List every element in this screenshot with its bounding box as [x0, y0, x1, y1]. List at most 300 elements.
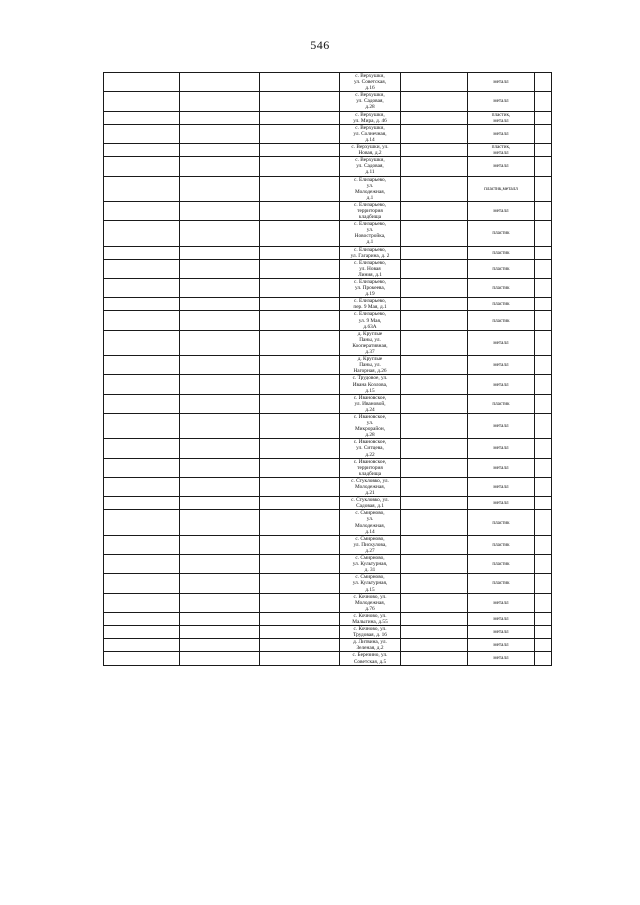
empty-cell — [535, 330, 552, 355]
empty-cell — [180, 439, 260, 458]
empty-cell — [401, 298, 468, 311]
material-line: металл — [493, 117, 509, 124]
table-row — [104, 555, 552, 574]
material-line: металл — [493, 423, 509, 430]
empty-cell — [104, 298, 180, 311]
address-cell — [340, 626, 401, 639]
empty-cell — [260, 124, 340, 143]
material-line: металл — [493, 655, 509, 662]
empty-cell — [401, 124, 468, 143]
table-row — [104, 626, 552, 639]
address-line: с. Смирново, — [355, 555, 385, 562]
address-line: д.14 — [365, 528, 375, 535]
empty-cell — [260, 626, 340, 639]
address-line: с. Трудовое, ул. — [352, 375, 388, 382]
address-cell — [340, 639, 401, 652]
empty-cell — [260, 593, 340, 612]
empty-cell — [401, 413, 468, 438]
table-row — [104, 535, 552, 554]
address-line: д.19 — [365, 291, 375, 298]
table-row — [104, 510, 552, 535]
empty-cell — [104, 535, 180, 554]
material-cell — [468, 330, 535, 355]
address-line: с. Елизарьево, — [353, 176, 386, 183]
empty-cell — [180, 413, 260, 438]
table-row — [104, 593, 552, 612]
empty-cell — [401, 477, 468, 496]
empty-cell — [535, 510, 552, 535]
empty-cell — [180, 246, 260, 259]
address-line: ул. — [366, 182, 374, 189]
table-row — [104, 144, 552, 157]
table-row — [104, 221, 552, 246]
empty-cell — [180, 330, 260, 355]
material-cell — [468, 92, 535, 111]
address-cell — [340, 413, 401, 438]
empty-cell — [535, 157, 552, 176]
material-line: металл — [493, 484, 509, 490]
address-line: Ивана Козлова, — [352, 381, 388, 388]
address-line: д.22 — [365, 451, 375, 458]
empty-cell — [535, 246, 552, 259]
address-line: ул. Культурная, — [352, 561, 388, 568]
empty-cell — [401, 246, 468, 259]
empty-cell — [104, 144, 180, 157]
empty-cell — [180, 124, 260, 143]
empty-cell — [104, 92, 180, 111]
table-row — [104, 477, 552, 496]
material-line: пластик — [492, 541, 510, 548]
empty-cell — [401, 259, 468, 278]
address-cell — [340, 246, 401, 259]
empty-cell — [180, 259, 260, 278]
empty-cell — [401, 111, 468, 124]
address-line: с. Елизарьево, — [353, 246, 386, 253]
address-line: с. Ивановское, — [353, 458, 387, 465]
empty-cell — [260, 73, 340, 92]
address-line: д.14 — [365, 136, 375, 143]
address-line: с. Березино, ул. — [352, 652, 388, 659]
address-line: ул. — [366, 420, 374, 427]
material-line: пластик, — [491, 111, 511, 118]
material-cell — [468, 652, 535, 665]
address-line: ул. — [366, 227, 374, 234]
address-line: с. Елизарьево, — [353, 221, 386, 228]
empty-cell — [180, 394, 260, 413]
address-line: д.16 — [365, 85, 375, 92]
empty-cell — [260, 413, 340, 438]
address-line: ул. Гагарина, д. 2 — [350, 252, 390, 259]
empty-cell — [535, 535, 552, 554]
address-cell — [340, 375, 401, 394]
empty-cell — [535, 555, 552, 574]
material-line: пластик — [492, 285, 510, 292]
address-line: Молодежная, — [355, 599, 385, 606]
table-row — [104, 259, 552, 278]
material-line: металл — [493, 98, 509, 105]
empty-cell — [180, 510, 260, 535]
address-line: Малыгина, д.55 — [352, 618, 388, 625]
address-cell — [340, 73, 401, 92]
address-line: Нагорная, д.26 — [353, 368, 387, 375]
empty-cell — [535, 477, 552, 496]
empty-cell — [104, 259, 180, 278]
table-row — [104, 201, 552, 220]
table-row — [104, 176, 552, 201]
material-cell — [468, 574, 535, 593]
address-cell — [340, 330, 401, 355]
empty-cell — [535, 458, 552, 477]
empty-cell — [401, 201, 468, 220]
address-cell — [340, 574, 401, 593]
material-line: металл — [493, 629, 509, 636]
address-cell — [340, 124, 401, 143]
material-cell — [468, 413, 535, 438]
empty-cell — [401, 176, 468, 201]
material-cell — [468, 356, 535, 375]
address-line: д.37 — [365, 349, 375, 356]
empty-cell — [401, 356, 468, 375]
empty-cell — [180, 298, 260, 311]
address-line: Садовая, д.1 — [356, 503, 384, 510]
address-line: с. Верхушки, ул. — [351, 144, 389, 151]
empty-cell — [535, 652, 552, 665]
empty-cell — [401, 458, 468, 477]
address-line: д.28 — [365, 104, 375, 111]
material-cell — [468, 124, 535, 143]
empty-cell — [401, 497, 468, 510]
empty-cell — [535, 221, 552, 246]
empty-cell — [535, 176, 552, 201]
table-row — [104, 246, 552, 259]
material-line: металл — [493, 445, 509, 452]
material-cell — [468, 111, 535, 124]
table-row — [104, 157, 552, 176]
address-line: Зеленая, д.2 — [356, 645, 384, 652]
material-cell — [468, 246, 535, 259]
address-line: с. Елизарьево, — [353, 201, 386, 208]
address-line: ул. Пискулова, — [353, 541, 387, 548]
empty-cell — [104, 394, 180, 413]
material-cell — [468, 259, 535, 278]
empty-cell — [180, 176, 260, 201]
address-line: с. Ивановское, — [353, 394, 387, 401]
material-line: пластик — [492, 265, 510, 272]
address-line: д.24 — [365, 406, 375, 413]
empty-cell — [104, 477, 180, 496]
empty-cell — [104, 510, 180, 535]
material-cell — [468, 375, 535, 394]
table-row — [104, 375, 552, 394]
address-line: Линия, д.1 — [358, 271, 382, 278]
table-row — [104, 639, 552, 652]
address-cell — [340, 612, 401, 625]
empty-cell — [401, 311, 468, 330]
address-line: Микрорайон, — [354, 426, 386, 433]
material-line: пластик — [492, 249, 510, 256]
empty-cell — [401, 330, 468, 355]
empty-cell — [260, 458, 340, 477]
empty-cell — [535, 439, 552, 458]
address-line: Молодежная, — [355, 522, 385, 529]
empty-cell — [535, 298, 552, 311]
address-cell — [340, 259, 401, 278]
address-line: с. Стукловко, ул. — [351, 477, 389, 484]
address-line: ул. Новая — [359, 265, 381, 272]
table-row — [104, 497, 552, 510]
material-line: металл — [493, 500, 509, 507]
empty-cell — [180, 639, 260, 652]
empty-cell — [401, 639, 468, 652]
material-cell — [468, 639, 535, 652]
empty-cell — [401, 612, 468, 625]
address-line: Паны, ул. — [359, 336, 381, 343]
material-cell — [468, 535, 535, 554]
address-line: д.76 — [365, 605, 375, 612]
empty-cell — [401, 157, 468, 176]
empty-cell — [535, 201, 552, 220]
address-line: д.21 — [365, 490, 375, 497]
empty-cell — [104, 201, 180, 220]
address-line: ул. 9 Мая, — [358, 317, 382, 324]
address-line: с. Кочново, ул. — [353, 593, 387, 600]
material-cell — [468, 73, 535, 92]
material-line: металл — [493, 207, 509, 214]
material-cell — [468, 394, 535, 413]
address-line: с. Смирново, — [355, 535, 385, 542]
material-line: металл — [493, 163, 509, 170]
empty-cell — [260, 612, 340, 625]
address-line: д. Круглые — [357, 356, 383, 363]
empty-cell — [180, 652, 260, 665]
empty-cell — [260, 259, 340, 278]
address-line: Паны, ул. — [359, 362, 381, 369]
empty-cell — [104, 555, 180, 574]
address-line: с. Верхушки, — [355, 111, 385, 118]
empty-cell — [260, 157, 340, 176]
empty-cell — [104, 73, 180, 92]
table-row — [104, 439, 552, 458]
address-line: ул. Ситцева, — [356, 445, 384, 452]
empty-cell — [260, 111, 340, 124]
empty-cell — [260, 176, 340, 201]
material-line: пластик — [492, 561, 510, 568]
empty-cell — [180, 144, 260, 157]
empty-cell — [104, 311, 180, 330]
address-line: д.28 — [365, 432, 375, 439]
empty-cell — [535, 375, 552, 394]
material-cell — [468, 555, 535, 574]
address-cell — [340, 176, 401, 201]
table-row — [104, 458, 552, 477]
empty-cell — [260, 311, 340, 330]
address-cell — [340, 201, 401, 220]
empty-cell — [260, 330, 340, 355]
empty-cell — [260, 394, 340, 413]
address-line: с. Елизарьево, — [353, 311, 386, 318]
empty-cell — [535, 311, 552, 330]
empty-cell — [104, 246, 180, 259]
empty-cell — [104, 356, 180, 375]
material-cell — [468, 458, 535, 477]
material-cell — [468, 279, 535, 298]
empty-cell — [260, 144, 340, 157]
empty-cell — [104, 574, 180, 593]
material-line: металл — [493, 362, 509, 369]
empty-cell — [180, 612, 260, 625]
address-line: д.1 — [366, 194, 374, 201]
address-line: с. Елизарьево, — [353, 259, 386, 266]
empty-cell — [535, 259, 552, 278]
empty-cell — [535, 639, 552, 652]
empty-cell — [260, 439, 340, 458]
empty-cell — [401, 535, 468, 554]
material-line: пластик,металл — [484, 185, 518, 192]
empty-cell — [401, 555, 468, 574]
address-cell — [340, 311, 401, 330]
empty-cell — [180, 111, 260, 124]
empty-cell — [180, 555, 260, 574]
material-line: металл — [493, 339, 509, 346]
empty-cell — [401, 375, 468, 394]
address-line: кладбища — [358, 470, 382, 477]
empty-cell — [260, 246, 340, 259]
material-line: металл — [493, 381, 509, 388]
empty-cell — [401, 439, 468, 458]
address-cell — [340, 356, 401, 375]
empty-cell — [104, 439, 180, 458]
empty-cell — [180, 92, 260, 111]
material-line: металл — [493, 464, 509, 471]
material-line: металл — [493, 599, 509, 606]
address-line: ул. Ивановой, — [354, 400, 386, 407]
page-number: 546 — [310, 38, 330, 52]
material-line: пластик, — [491, 144, 511, 151]
empty-cell — [104, 157, 180, 176]
address-line: с. Кочново, ул. — [353, 612, 387, 619]
empty-cell — [260, 92, 340, 111]
address-cell — [340, 111, 401, 124]
material-line: пластик — [492, 230, 510, 237]
empty-cell — [535, 144, 552, 157]
empty-cell — [401, 626, 468, 639]
address-line: территория — [357, 207, 383, 214]
empty-cell — [260, 510, 340, 535]
material-line: пластик — [492, 301, 510, 308]
material-line: металл — [493, 79, 509, 86]
address-cell — [340, 652, 401, 665]
empty-cell — [535, 593, 552, 612]
table-row — [104, 311, 552, 330]
empty-cell — [180, 497, 260, 510]
empty-cell — [180, 574, 260, 593]
material-line: пластик — [492, 519, 510, 526]
table-row — [104, 330, 552, 355]
empty-cell — [104, 458, 180, 477]
empty-cell — [535, 279, 552, 298]
address-cell — [340, 394, 401, 413]
address-cell — [340, 298, 401, 311]
empty-cell — [104, 413, 180, 438]
address-line: д. Литвина, ул. — [353, 639, 387, 646]
material-line: металл — [493, 150, 509, 157]
address-cell — [340, 221, 401, 246]
address-line: д.15 — [365, 387, 375, 394]
material-cell — [468, 201, 535, 220]
empty-cell — [104, 639, 180, 652]
empty-cell — [180, 221, 260, 246]
address-line: с. Смирново, — [355, 574, 385, 581]
table-row — [104, 92, 552, 111]
address-line: Молодежная, — [355, 484, 385, 490]
table-row — [104, 574, 552, 593]
empty-cell — [260, 298, 340, 311]
material-cell — [468, 298, 535, 311]
material-cell — [468, 497, 535, 510]
table-row — [104, 413, 552, 438]
empty-cell — [180, 311, 260, 330]
address-line: Советская, д.5 — [353, 658, 387, 665]
material-cell — [468, 176, 535, 201]
address-line: ул. Садовая, — [356, 98, 384, 105]
empty-cell — [180, 356, 260, 375]
address-line: с. Ивановское, — [353, 439, 387, 446]
empty-cell — [401, 593, 468, 612]
empty-cell — [401, 394, 468, 413]
address-cell — [340, 144, 401, 157]
empty-cell — [180, 535, 260, 554]
empty-cell — [104, 593, 180, 612]
address-line: Кооперативная, — [352, 342, 388, 349]
empty-cell — [180, 477, 260, 496]
table-row — [104, 124, 552, 143]
empty-cell — [180, 279, 260, 298]
table-row — [104, 356, 552, 375]
table-row — [104, 73, 552, 92]
address-cell — [340, 555, 401, 574]
material-cell — [468, 311, 535, 330]
address-cell — [340, 497, 401, 510]
address-line: Трудовая, д. 16 — [353, 632, 387, 639]
address-cell — [340, 439, 401, 458]
empty-cell — [104, 279, 180, 298]
empty-cell — [104, 176, 180, 201]
address-cell — [340, 279, 401, 298]
empty-cell — [104, 330, 180, 355]
empty-cell — [401, 279, 468, 298]
address-line: с. Верхушки, — [355, 157, 385, 164]
empty-cell — [260, 477, 340, 496]
address-line: с. Елизарьево, — [353, 279, 386, 285]
empty-cell — [104, 612, 180, 625]
empty-cell — [260, 555, 340, 574]
material-cell — [468, 439, 535, 458]
empty-cell — [260, 375, 340, 394]
empty-cell — [180, 73, 260, 92]
empty-cell — [260, 535, 340, 554]
address-line: с. Кочново, ул. — [353, 626, 387, 633]
address-line: с. Ивановское, — [353, 413, 387, 420]
address-line: с. Елизарьево, — [353, 298, 386, 305]
table-row — [104, 652, 552, 665]
material-line: пластик — [492, 317, 510, 324]
address-line: ул. Советская, — [353, 79, 387, 86]
address-cell — [340, 510, 401, 535]
empty-cell — [401, 574, 468, 593]
material-line: металл — [493, 615, 509, 622]
empty-cell — [535, 497, 552, 510]
address-line: ул. Садовая, — [356, 163, 384, 170]
